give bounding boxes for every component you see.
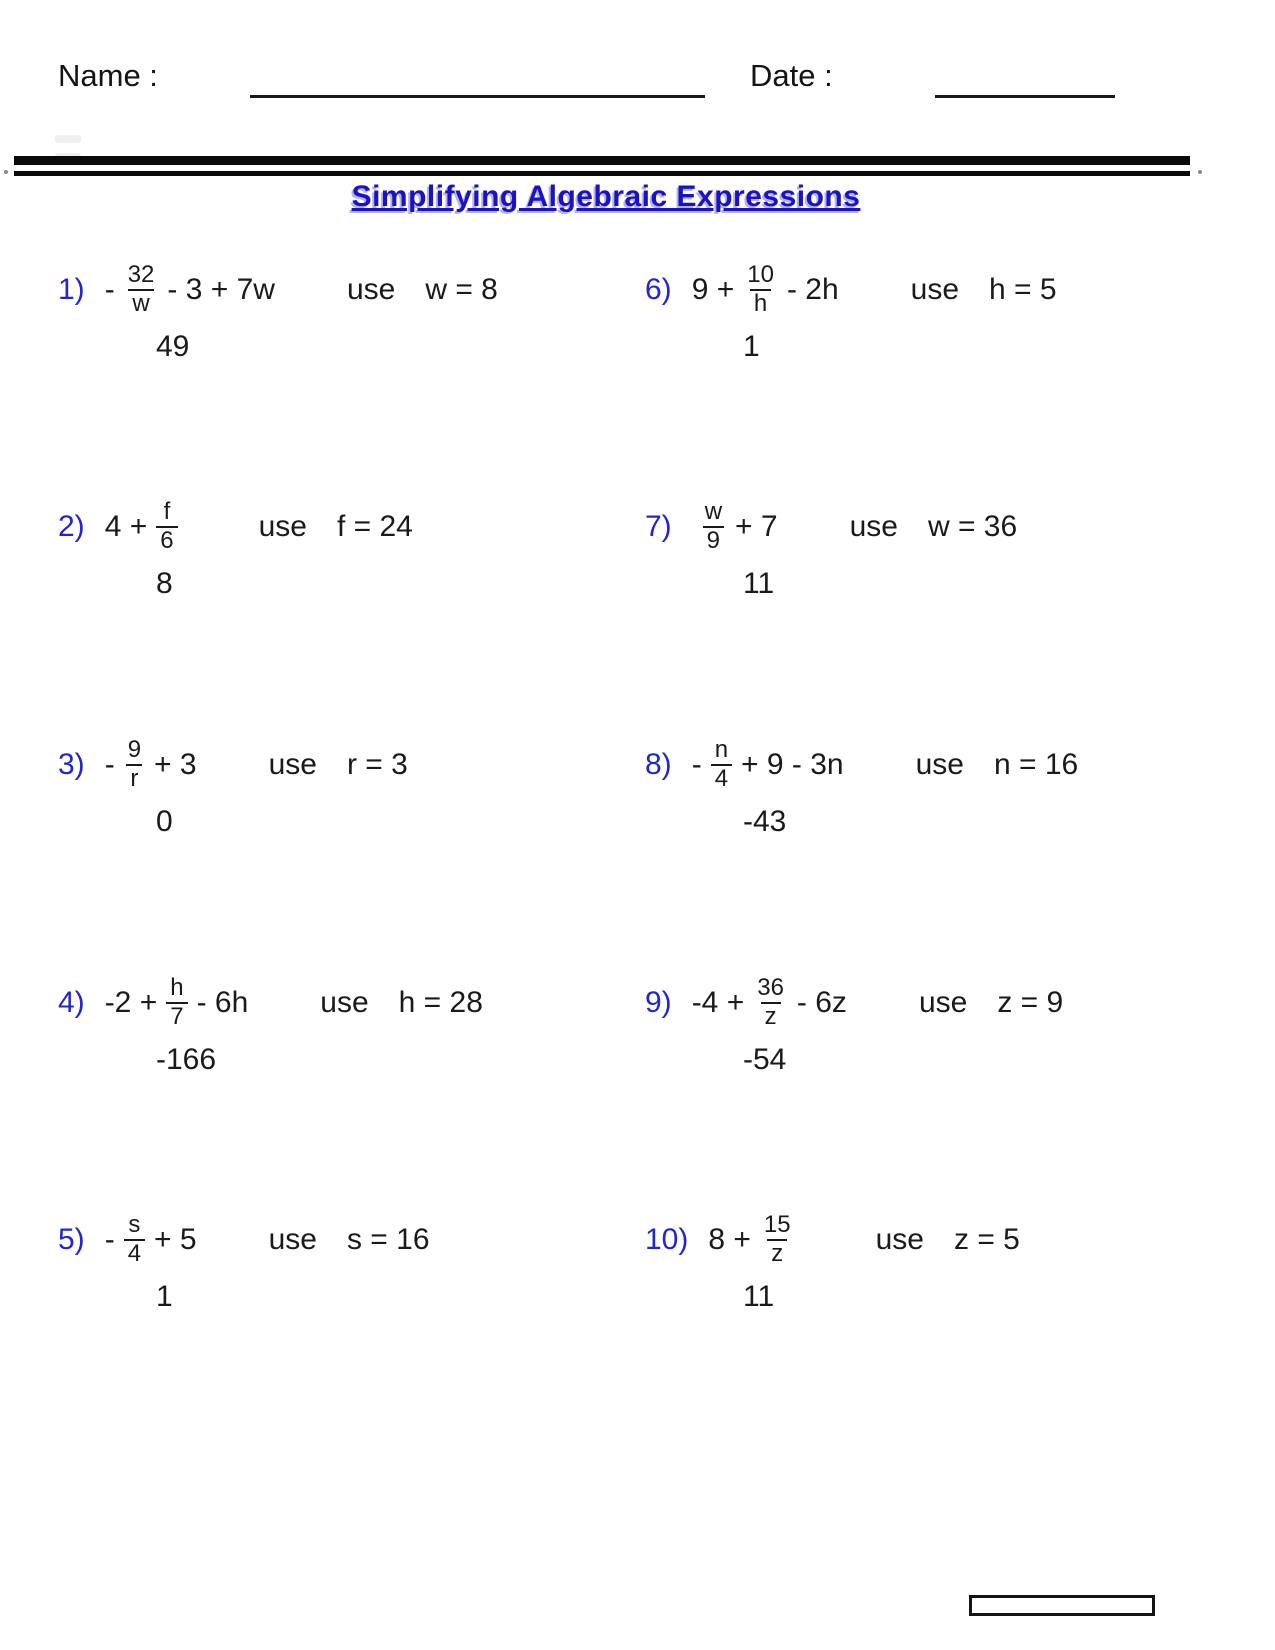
expression-suffix: + 5 [154, 1222, 197, 1256]
answer-value: 11 [743, 566, 775, 600]
use-label: use [918, 985, 968, 1019]
use-label: use [268, 1222, 317, 1256]
fraction [124, 262, 159, 318]
fraction-numerator: n [714, 736, 729, 763]
problem-5 [58, 1212, 430, 1314]
problem-number: 8) [645, 747, 672, 781]
expression [692, 499, 778, 555]
fraction-numerator: 15 [763, 1211, 791, 1238]
use-label: use [346, 272, 396, 306]
fraction-denominator: 4 [711, 764, 732, 793]
name-blank-line [250, 95, 705, 98]
answer-value: -166 [156, 1042, 217, 1076]
problem-number: 2) [58, 509, 85, 543]
problem-number: 5) [58, 1222, 85, 1256]
substitution-value: z = 9 [997, 985, 1064, 1019]
use-label: use [915, 747, 964, 781]
use-label: use [875, 1222, 924, 1256]
expression-prefix: - [104, 272, 115, 306]
substitution-value: w = 36 [927, 509, 1018, 543]
expression-prefix: - [104, 747, 115, 781]
answer-value: -43 [743, 804, 787, 838]
problem-number: 7) [645, 509, 672, 543]
fraction-denominator: 7 [166, 1002, 187, 1031]
problem-line [58, 737, 408, 793]
fraction-denominator: 6 [156, 526, 177, 555]
double-divider-rule [14, 156, 1190, 176]
fraction [156, 499, 177, 555]
fraction-numerator: f [163, 498, 171, 525]
expression-suffix: - 6z [796, 985, 847, 1019]
fraction-numerator: w [704, 498, 723, 525]
fraction-numerator: h [170, 974, 184, 1001]
expression [708, 1212, 803, 1268]
problem-line [645, 262, 1057, 318]
fraction-denominator: r [126, 764, 142, 793]
fraction [743, 262, 778, 318]
problem-3 [58, 737, 408, 839]
problem-8 [645, 737, 1078, 839]
expression [105, 1212, 197, 1268]
fraction [124, 737, 145, 793]
answer-value: 49 [156, 329, 190, 363]
expression-suffix: + 9 - 3n [741, 747, 844, 781]
problem-7 [645, 499, 1017, 601]
expression-prefix: 4 + [104, 509, 148, 543]
substitution-value: h = 28 [398, 985, 483, 1019]
fraction [711, 737, 732, 793]
problem-line [645, 499, 1017, 555]
answer-value: -54 [743, 1042, 787, 1076]
fraction-denominator: 4 [124, 1239, 145, 1268]
expression-prefix: - [691, 747, 702, 781]
problem-2 [58, 499, 413, 601]
fraction-numerator: 32 [127, 261, 155, 288]
problem-number: 3) [58, 747, 85, 781]
name-label: Name : [58, 58, 158, 93]
expression [105, 975, 249, 1031]
fraction-numerator: s [128, 1211, 141, 1238]
fraction-denominator: z [767, 1239, 787, 1268]
expression-prefix: -4 + [691, 985, 745, 1019]
fraction [124, 1212, 145, 1268]
problem-10 [645, 1212, 1020, 1314]
expression-prefix: 8 + [708, 1222, 751, 1256]
substitution-value: s = 16 [346, 1222, 430, 1256]
date-label: Date : [750, 58, 833, 93]
problem-number: 1) [58, 272, 85, 306]
fraction-denominator: z [761, 1002, 781, 1031]
date-blank-line [935, 95, 1115, 98]
problem-number: 9) [645, 985, 672, 1019]
problem-number: 4) [58, 985, 85, 1019]
expression [692, 262, 839, 318]
substitution-value: w = 8 [425, 272, 498, 306]
use-label: use [268, 747, 317, 781]
problem-line [58, 499, 413, 555]
problem-4 [58, 975, 483, 1077]
problem-line [58, 262, 498, 318]
substitution-value: r = 3 [346, 747, 408, 781]
substitution-value: n = 16 [994, 747, 1079, 781]
problem-line [645, 1212, 1020, 1268]
use-label: use [849, 509, 898, 543]
answer-value: 8 [156, 566, 173, 600]
fraction [753, 975, 788, 1031]
problem-line [58, 1212, 430, 1268]
expression [105, 262, 275, 318]
faint-print-artifact [55, 130, 155, 140]
expression-suffix: - 6h [196, 985, 249, 1019]
fraction-denominator: w [128, 289, 153, 318]
fraction-denominator: 9 [703, 526, 724, 555]
problem-line [58, 975, 483, 1031]
expression-prefix: - [104, 1222, 115, 1256]
page-title: Simplifying Algebraic Expressions [351, 180, 861, 213]
expression-suffix: + 3 [154, 747, 197, 781]
expression [692, 975, 847, 1031]
use-label: use [910, 272, 960, 306]
answer-value: 1 [156, 1279, 173, 1313]
expression-prefix: 9 + [691, 272, 735, 306]
expression [692, 737, 844, 793]
expression [105, 737, 197, 793]
fraction [760, 1212, 795, 1268]
expression-suffix: - 3 + 7w [167, 272, 275, 306]
problem-line [645, 737, 1078, 793]
fraction-numerator: 9 [127, 736, 142, 763]
page-edge-dot-left [4, 170, 8, 174]
problem-9 [645, 975, 1063, 1077]
fraction [701, 499, 726, 555]
substitution-value: z = 5 [953, 1222, 1020, 1256]
footer-blank-box [969, 1595, 1155, 1616]
answer-value: 11 [743, 1279, 775, 1313]
fraction-numerator: 10 [747, 261, 774, 288]
problem-6 [645, 262, 1057, 364]
expression-suffix: - 2h [786, 272, 839, 306]
substitution-value: h = 5 [989, 272, 1057, 306]
use-label: use [320, 985, 369, 1019]
problem-line [645, 975, 1063, 1031]
problem-number: 10) [645, 1222, 689, 1256]
answer-value: 1 [743, 329, 760, 363]
fraction-numerator: 36 [757, 974, 784, 1001]
expression [105, 499, 187, 555]
fraction [166, 975, 187, 1031]
use-label: use [258, 509, 307, 543]
problem-number: 6) [645, 272, 672, 306]
substitution-value: f = 24 [336, 509, 413, 543]
fraction-denominator: h [750, 289, 771, 318]
problem-1 [58, 262, 498, 364]
expression-suffix: + 7 [735, 509, 778, 543]
page-edge-dot-right [1198, 170, 1202, 174]
answer-value: 0 [156, 804, 173, 838]
expression-prefix: -2 + [104, 985, 158, 1019]
